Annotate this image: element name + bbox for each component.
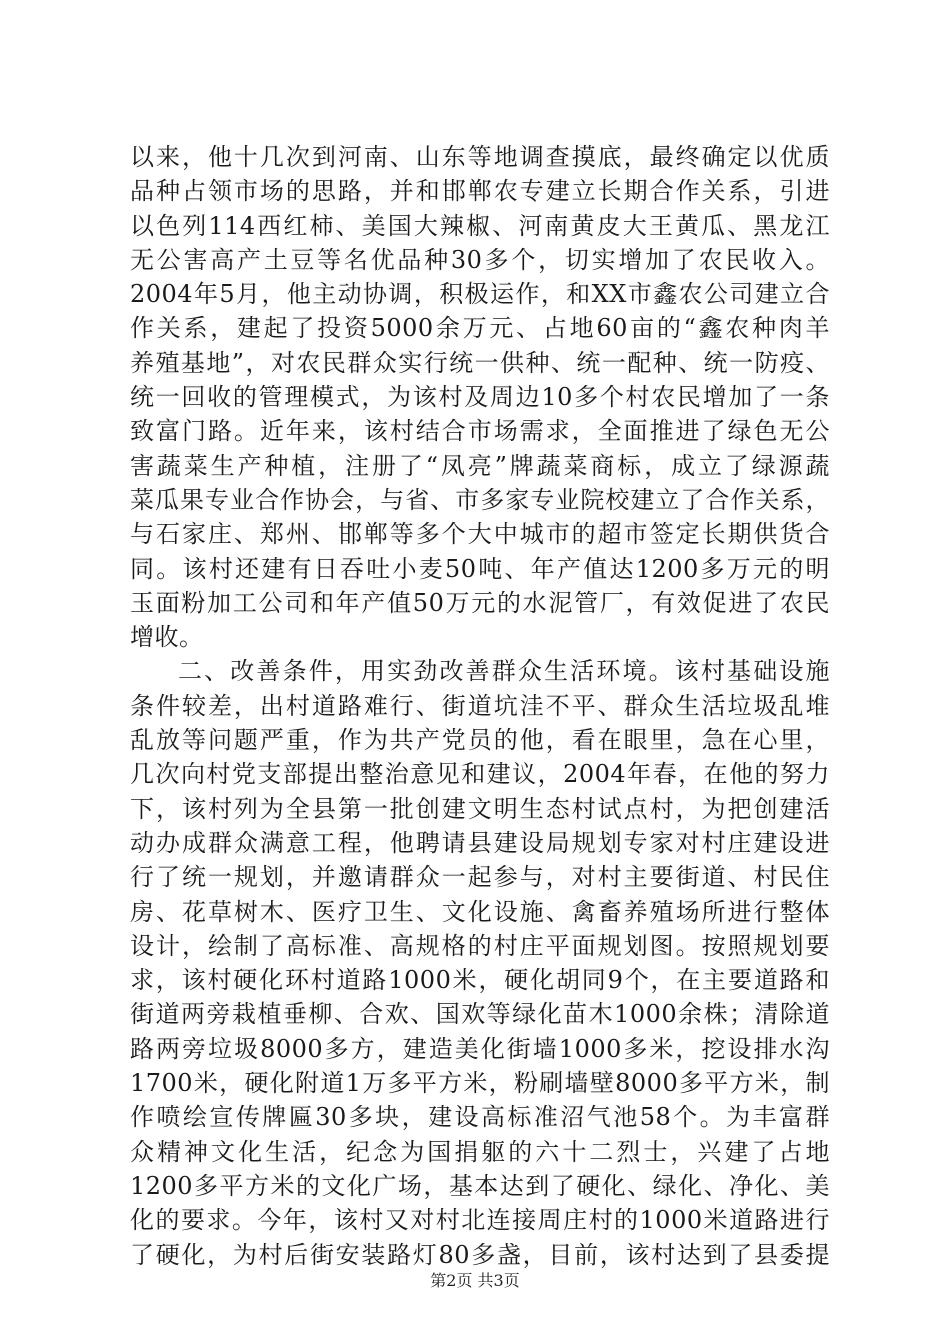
text-line: 养殖基地”，对农民群众实行统一供种、统一配种、统一防疫、 <box>130 348 830 377</box>
text-line: 了硬化，为村后街安装路灯80多盏，目前，该村达到了县委提 <box>130 1240 830 1269</box>
text-line: 增收。 <box>130 623 204 652</box>
text-line: 品种占领市场的思路，并和邯郸农专建立长期合作关系，引进 <box>130 177 830 206</box>
text-line: 设计，绘制了高标准、高规格的村庄平面规划图。按照规划要 <box>130 931 830 960</box>
text-line: 乱放等问题严重，作为共产党员的他，看在眼里，急在心里， <box>130 726 830 755</box>
text-line: 求，该村硬化环村道路1000米，硬化胡同9个，在主要道路和 <box>130 966 830 995</box>
text-line: 2004年5月，他主动协调，积极运作，和XX市鑫农公司建立合 <box>130 280 830 309</box>
text-line: 路两旁垃圾8000多方，建造美化街墙1000多米，挖设排水沟 <box>130 1034 830 1063</box>
text-line: 行了统一规划，并邀请群众一起参与，对村主要街道、村民住 <box>130 863 830 892</box>
text-line: 几次向村党支部提出整治意见和建议，2004年春，在他的努力 <box>130 760 830 789</box>
text-line: 1200多平方米的文化广场，基本达到了硬化、绿化、净化、美 <box>130 1171 830 1200</box>
text-line: 条件较差，出村道路难行、街道坑洼不平、群众生活垃圾乱堆 <box>130 691 830 720</box>
text-line: 玉面粉加工公司和年产值50万元的水泥管厂，有效促进了农民 <box>130 588 830 617</box>
body-text <box>130 140 830 1272</box>
page-footer: 第2页 共3页 <box>430 1271 520 1290</box>
text-line: 致富门路。近年来，该村结合市场需求，全面推进了绿色无公 <box>130 417 830 446</box>
text-line: 统一回收的管理模式，为该村及周边10多个村农民增加了一条 <box>130 383 830 412</box>
text-line: 街道两旁栽植垂柳、合欢、国欢等绿化苗木1000余株；清除道 <box>130 1000 830 1029</box>
text-line: 同。该村还建有日吞吐小麦50吨、年产值达1200多万元的明 <box>130 554 830 583</box>
text-line: 与石家庄、郑州、邯郸等多个大中城市的超市签定长期供货合 <box>130 520 830 549</box>
text-line: 害蔬菜生产种植，注册了“凤亮”牌蔬菜商标，成立了绿源蔬 <box>130 451 830 480</box>
text-line: 以色列114西红柿、美国大辣椒、河南黄皮大王黄瓜、黑龙江 <box>130 211 830 240</box>
text-line: 作关系，建起了投资5000余万元、占地60亩的“鑫农种肉羊 <box>130 314 830 343</box>
section-heading-line: 二、改善条件，用实劲改善群众生活环境。该村基础设施 <box>178 657 830 686</box>
text-line: 房、花草树木、医疗卫生、文化设施、禽畜养殖场所进行整体 <box>130 897 830 926</box>
text-line: 众精神文化生活，纪念为国捐躯的六十二烈士，兴建了占地 <box>130 1137 830 1166</box>
text-line: 菜瓜果专业合作协会，与省、市多家专业院校建立了合作关系， <box>130 485 830 514</box>
text-line: 动办成群众满意工程，他聘请县建设局规划专家对村庄建设进 <box>130 828 830 857</box>
text-line: 下，该村列为全县第一批创建文明生态村试点村，为把创建活 <box>130 794 830 823</box>
text-line: 无公害高产土豆等名优品种30多个，切实增加了农民收入。 <box>130 245 830 274</box>
text-line: 1700米，硬化附道1万多平方米，粉刷墙壁8000多平方米，制 <box>130 1069 830 1098</box>
text-line: 化的要求。今年，该村又对村北连接周庄村的1000米道路进行 <box>130 1206 830 1235</box>
text-line: 以来，他十几次到河南、山东等地调查摸底，最终确定以优质 <box>130 143 830 171</box>
text-line: 作喷绘宣传牌匾30多块，建设高标准沼气池58个。为丰富群 <box>130 1103 830 1132</box>
